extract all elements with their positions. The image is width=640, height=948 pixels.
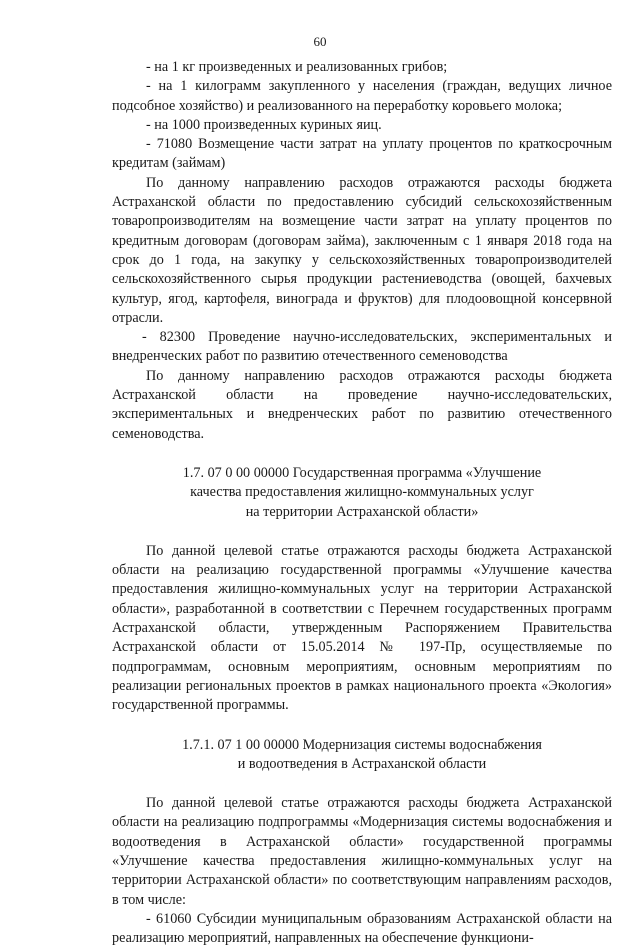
heading-line: качества предоставления жилищно-коммунальных услуг [190,484,534,501]
paragraph: По данному направлению расходов отражаются расходы бюджета Астраханской области по предоставлению субсидий сельскохозяйственным товаропроизводителям на возмещение части затрат на уплату процентов по кредитным договорам (договорам займа), заключенным с 1 января 2018 года на срок до 1 года, на закупку у сельскохозяйственных товаропроизводителей сельскохозяйственного сырья продукции растениеводства (овощей, бахчевых культур, ягод, картофеля, винограда и фруктов) для плодоовощной консервной отрасли. [112,174,612,326]
heading-line: 1.7.1. 07 1 00 00000 Модернизация системы водоснабжения [182,736,542,753]
list-item: - 82300 Проведение научно-исследовательских, экспериментальных и внедренческих работ по развитию отечественного семеноводства [112,329,612,365]
list-item: - 71080 Возмещение части затрат на уплату процентов по краткосрочным кредитам (займам) [112,136,612,172]
list-item: - на 1 кг произведенных и реализованных грибов; [146,59,448,75]
heading-line: и водоотведения в Астраханской области [237,755,487,772]
section-heading [112,464,612,522]
paragraph: По данной целевой статье отражаются расходы бюджета Астраханской области на реализацию подпрограммы «Модернизация системы водоснабжения и водоотведения в Астраханской области» государственной программы «Улучшение качества предоставления жилищно-коммунальных услуг на территории Астраханской области» по соответствующим направлениям расходов, в том числе: [112,795,612,908]
subsection-heading [112,736,612,775]
heading-line: на территории Астраханской области» [245,503,479,520]
paragraph: По данному направлению расходов отражаются расходы бюджета Астраханской области на проведение научно-исследовательских, экспериментальных и внедренческих работ по развитию отечественного семеноводства. [112,367,612,442]
page-number: 60 [313,34,327,49]
list-item: - на 1 килограмм закупленного у населения (граждан, ведущих личное подсобное хозяйство) и реализованного на переработку коровьего молока; [112,78,612,114]
list-item: - на 1000 произведенных куриных яиц. [146,116,382,133]
heading-line: 1.7. 07 0 00 00000 Государственная программа «Улучшение [182,464,542,481]
list-item: - 61060 Субсидии муниципальным образованиям Астраханской области на реализацию мероприятий, направленных на обеспечение функциони- [112,910,612,947]
document-body [112,58,612,948]
paragraph: По данной целевой статье отражаются расходы бюджета Астраханской области на реализацию государственной программы «Улучшение качества предоставления жилищно-коммунальных услуг на территории Астраханской области», разработанной в соответствии с Перечнем государственных программ Астраханской области, утвержденным Распоряжением Правительства Астраханской области от 15.05.2014 № 197-Пр, осуществляемые по подпрограммам, основным мероприятиям, основным мероприятиям по реализации региональных проектов в рамках национального проекта «Экология» государственной программы. [112,542,612,714]
